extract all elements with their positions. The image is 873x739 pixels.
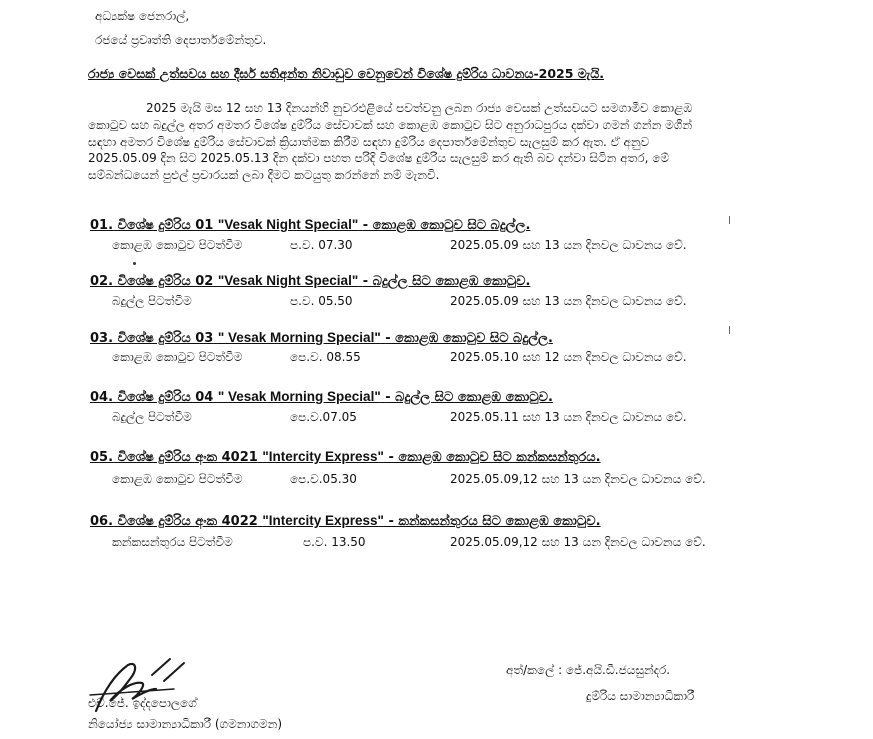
deputy-gm-title: නියෝජ්‍ය සාමාන්‍යාධිකාරී (ගමනාගමන) bbox=[88, 717, 283, 731]
margin-mark bbox=[729, 216, 730, 224]
departure-station: කොළඹ කොටුව පිටත්වීම bbox=[112, 472, 243, 486]
body-line: කොටුව සහ බදුල්ල අතර අමතර විශේෂ දුම්රිය සේවාවක් සහ කොළඹ කොටුව සිට අනුරාධපුරය දක්වා ගමන් ගන්න මගීන් bbox=[88, 117, 693, 132]
departure-time: ප.ව. 13.50 bbox=[303, 535, 366, 549]
gm-title: දුම්රිය සාමාන්‍යාධිකාරී bbox=[586, 689, 695, 703]
departure-station: කොළඹ කොටුව පිටත්වීම bbox=[112, 350, 243, 364]
body-line: සඳහා අමතර විශේෂ දුම්රිය සේවාවක් ක්‍රියාත්මක කිරීම සඳහා දුම්රිය දෙපාර්තමේන්තුව සැලසුම් කර ඇත. ඒ අනුව bbox=[88, 134, 650, 149]
departure-station: කන්කසන්තුරය පිටත්වීම bbox=[112, 535, 233, 549]
running-days: 2025.05.10 සහ 12 යන දිනවල ධාවනය වේ. bbox=[450, 350, 687, 364]
deputy-gm-name: එච්.ජේ. ඉද්දපොලගේ bbox=[88, 696, 197, 710]
train-heading: 01. විශේෂ දුම්රිය 01 "Vesak Night Special" - කොළඹ කොටුව සිට බදුල්ල. bbox=[90, 217, 531, 233]
running-days: 2025.05.11 සහ 13 යන දිනවල ධාවනය වේ. bbox=[450, 410, 687, 424]
gm-name: අත්/කලේ : ජේ.අයි.ඩී.ජයසුන්දර. bbox=[506, 663, 671, 677]
train-heading: 04. විශේෂ දුම්රිය 04 " Vesak Morning Special" - බදුල්ල සිට කොළඹ කොටුව. bbox=[90, 389, 553, 405]
body-paragraph bbox=[88, 100, 728, 184]
train-heading: 03. විශේෂ දුම්රිය 03 " Vesak Morning Special" - කොළඹ කොටුව සිට බදුල්ල. bbox=[90, 330, 553, 346]
departure-time: පෙ.ව. 08.55 bbox=[290, 350, 361, 364]
train-heading: 05. විශේෂ දුම්රිය අංක 4021 "Intercity Express" - කොළඹ කොටුව සිට කන්කසන්තුරය. bbox=[90, 449, 601, 465]
departure-station: බදුල්ල පිටත්වීම bbox=[112, 410, 192, 424]
body-line: 2025 මැයි මස 12 සහ 13 දිනයන්හි නුවරඑළියේ පවත්වනු ලබන රාජ්‍ය වෙසක් උත්සවයට සමගාමීව කොළඹ bbox=[146, 101, 693, 115]
body-line: සම්බන්ධයෙන් පුළුල් ප්‍රචාරයක් ලබා දීමට කටයුතු කරන්නේ නම් මැනවි. bbox=[88, 168, 440, 183]
departure-station: බදුල්ල පිටත්වීම bbox=[112, 294, 192, 308]
running-days: 2025.05.09,12 සහ 13 යන දිනවල ධාවනය වේ. bbox=[450, 535, 706, 549]
running-days: 2025.05.09 සහ 13 යන දිනවල ධාවනය වේ. bbox=[450, 294, 687, 308]
departure-station: කොළඹ කොටුව පිටත්වීම bbox=[112, 238, 243, 252]
margin-mark bbox=[729, 326, 730, 334]
train-heading: 02. විශේෂ දුම්රිය 02 "Vesak Night Special" - බදුල්ල සිට කොළඹ කොටුව. bbox=[90, 273, 531, 289]
addressee-department: රජයේ ප්‍රවෘත්ති දෙපාර්තමේන්තුව. bbox=[95, 33, 267, 47]
ink-dot bbox=[133, 262, 136, 265]
departure-time: ප.ව. 07.30 bbox=[290, 238, 353, 252]
addressee-title: අධ්‍යක්ෂ ජෙනරාල්, bbox=[95, 9, 190, 23]
letter-subject: රාජ්‍ය වෙසක් උත්සවය සහ දීර්ඝ සතිඅන්ත නිවාඩුව වෙනුවෙන් විශේෂ දුම්රිය ධාවනය-2025 මැයි. bbox=[88, 66, 605, 81]
departure-time: පෙ.ව.05.30 bbox=[290, 472, 357, 486]
departure-time: ප.ව. 05.50 bbox=[290, 294, 353, 308]
running-days: 2025.05.09 සහ 13 යන දිනවල ධාවනය වේ. bbox=[450, 238, 687, 252]
body-line: 2025.05.09 දින සිට 2025.05.13 දින දක්වා පහත පරිදි විශේෂ දුම්රිය සැලසුම් කර ඇති බව දන්වා සිටින අතර, මේ bbox=[88, 151, 670, 166]
departure-time: පෙ.ව.07.05 bbox=[290, 410, 357, 424]
train-heading: 06. විශේෂ දුම්රිය අංක 4022 "Intercity Express" - කන්කසන්තුරය සිට කොළඹ කොටුව. bbox=[90, 513, 601, 529]
running-days: 2025.05.09,12 සහ 13 යන දිනවල ධාවනය වේ. bbox=[450, 472, 706, 486]
